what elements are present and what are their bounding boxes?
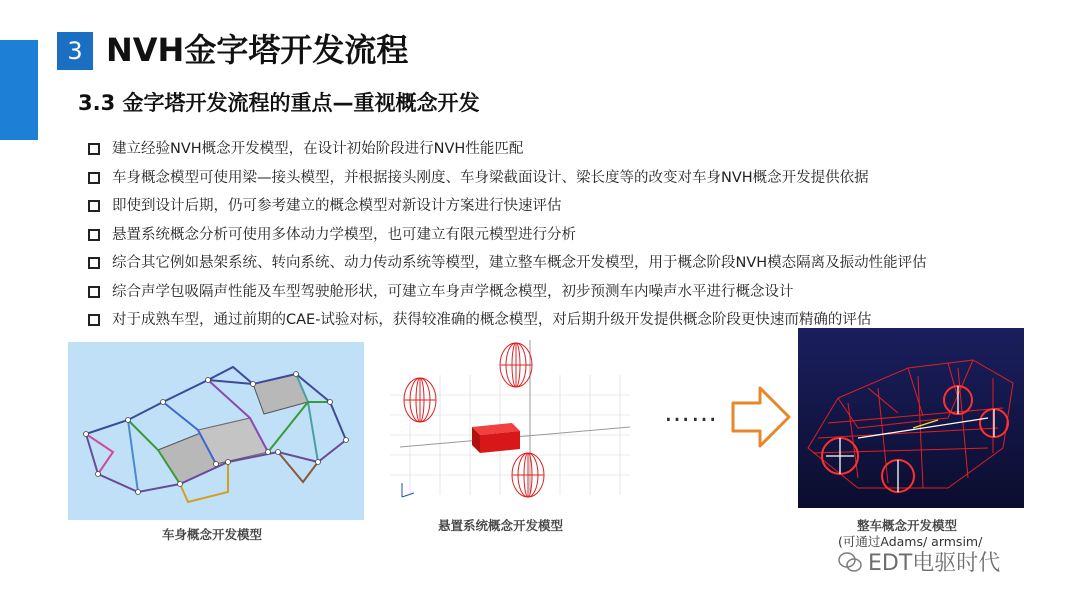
bullet-text: 对于成熟车型，通过前期的CAE-试验对标，获得较准确的概念模型，对后期升级开发提供概念阶段更快速而精确的评估 bbox=[112, 312, 872, 328]
wechat-icon bbox=[838, 551, 862, 573]
mount-model-image bbox=[380, 335, 642, 513]
checkbox-square-icon bbox=[88, 229, 100, 241]
vehicle-model-note: (可通过Adams/ armsim/ bbox=[838, 534, 983, 549]
bullet-item bbox=[88, 135, 927, 164]
watermark-text: EDT电驱时代 bbox=[868, 551, 1001, 576]
vehicle-model-caption: 整车概念开发模型 bbox=[857, 518, 958, 533]
checkbox-square-icon bbox=[88, 314, 100, 326]
section-subtitle: 3.3 金字塔开发流程的重点—重视概念开发 bbox=[78, 91, 480, 115]
checkbox-square-icon bbox=[88, 257, 100, 269]
ellipsis: …… bbox=[664, 398, 718, 428]
bullet-item bbox=[88, 278, 927, 307]
bullet-text: 车身概念模型可使用梁—接头模型，并根据接头刚度、车身梁截面设计、梁长度等的改变对车身NVH概念开发提供依据 bbox=[112, 169, 869, 186]
checkbox-square-icon bbox=[88, 143, 100, 155]
body-model-image bbox=[68, 342, 364, 520]
bullet-item bbox=[88, 164, 927, 193]
bullet-list bbox=[88, 135, 927, 335]
right-arrow-icon bbox=[730, 385, 792, 449]
section-number: 3 bbox=[57, 32, 93, 70]
bullet-text: 悬置系统概念分析可使用多体动力学模型，也可建立有限元模型进行分析 bbox=[112, 226, 576, 243]
watermark bbox=[838, 546, 1000, 577]
checkbox-square-icon bbox=[88, 172, 100, 184]
page-title: NVH金字塔开发流程 bbox=[106, 31, 409, 69]
bullet-text: 即使到设计后期，仍可参考建立的概念模型对新设计方案进行快速评估 bbox=[112, 198, 562, 214]
bullet-item bbox=[88, 192, 927, 221]
mount-model-caption: 悬置系统概念开发模型 bbox=[438, 518, 564, 533]
bullet-text: 建立经验NVH概念开发模型，在设计初始阶段进行NVH性能匹配 bbox=[112, 141, 524, 157]
accent-bar bbox=[0, 40, 38, 140]
bullet-text: 综合其它例如悬架系统、转向系统、动力传动系统等模型，建立整车概念开发模型，用于概念阶段NVH模态隔离及振动性能评估 bbox=[112, 255, 927, 271]
checkbox-square-icon bbox=[88, 286, 100, 298]
bullet-text: 综合声学包吸隔声性能及车型驾驶舱形状，可建立车身声学概念模型，初步预测车内噪声水平进行概念设计 bbox=[112, 283, 794, 300]
bullet-item bbox=[88, 221, 927, 250]
vehicle-model-image bbox=[798, 328, 1024, 508]
checkbox-square-icon bbox=[88, 200, 100, 212]
body-model-caption: 车身概念开发模型 bbox=[162, 527, 263, 542]
bullet-item bbox=[88, 249, 927, 278]
